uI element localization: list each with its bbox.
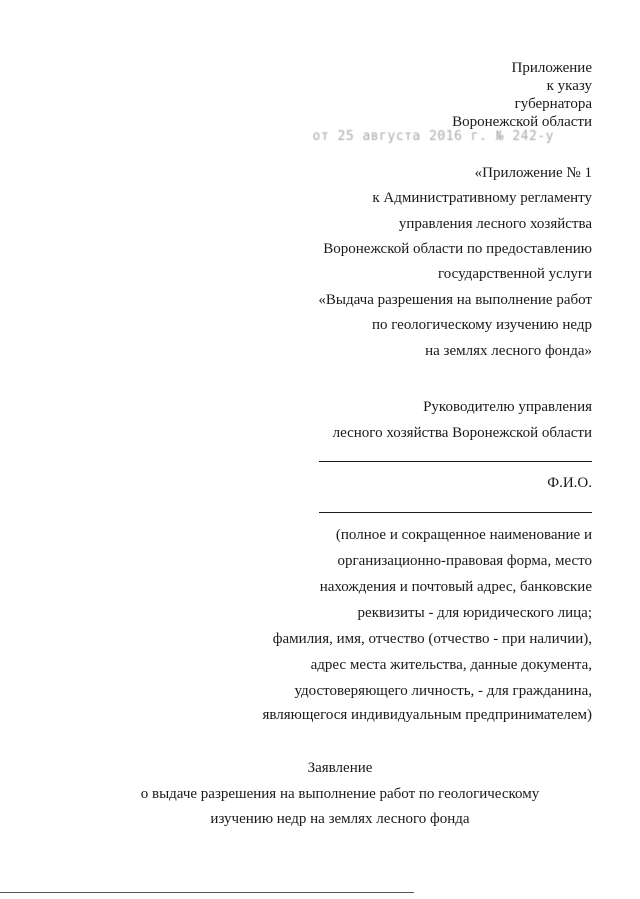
applicant-note-line-2: организационно-правовая форма, место [337, 553, 592, 569]
applicant-note-line-7: удостоверяющего личность, - для гражданина, [294, 683, 592, 699]
heading-line-appendix: Приложение [511, 60, 592, 76]
appendix-line-permit: «Выдача разрешения на выполнение работ [318, 292, 592, 308]
statement-subject-line-1: о выдаче разрешения на выполнение работ по геологическому [140, 786, 540, 802]
applicant-note-line-3: нахождения и почтовый адрес, банковские [319, 579, 592, 595]
addressee-line-department: лесного хозяйства Воронежской области [332, 425, 592, 441]
appendix-line-department: управления лесного хозяйства [398, 216, 592, 232]
scan-edge-line [0, 892, 414, 893]
applicant-underline [319, 512, 592, 513]
appendix-line-regulation: к Административному регламенту [372, 190, 592, 206]
addressee-name-label: Ф.И.О. [547, 475, 592, 491]
addressee-name-underline [319, 461, 592, 462]
applicant-note-line-6: адрес места жительства, данные документа, [310, 657, 592, 673]
heading-line-decree: к указу [546, 78, 592, 94]
appendix-line-forest-fund: на землях лесного фонда» [425, 343, 592, 359]
appendix-line-service: государственной услуги [438, 266, 592, 282]
applicant-note-line-4: реквизиты - для юридического лица; [357, 605, 592, 621]
applicant-note-line-5: фамилия, имя, отчество (отчество - при наличии), [272, 631, 592, 647]
heading-line-governor: губернатора [514, 96, 592, 112]
applicant-note-line-8: являющегося индивидуальным предпринимателем) [262, 707, 592, 723]
appendix-line-region: Воронежской области по предоставлению [323, 241, 592, 257]
decree-date-stamp: от 25 августа 2016 г. № 242-у [312, 129, 554, 144]
addressee-line-head: Руководителю управления [423, 399, 592, 415]
appendix-line-title: «Приложение № 1 [474, 165, 592, 181]
appendix-line-geology: по геологическому изучению недр [371, 317, 592, 333]
statement-subject-line-2: изучению недр на землях лесного фонда [210, 811, 470, 827]
applicant-note-line-1: (полное и сокращенное наименование и [335, 527, 592, 543]
statement-title: Заявление [307, 760, 373, 776]
heading-line-region: Воронежской области [452, 114, 592, 130]
